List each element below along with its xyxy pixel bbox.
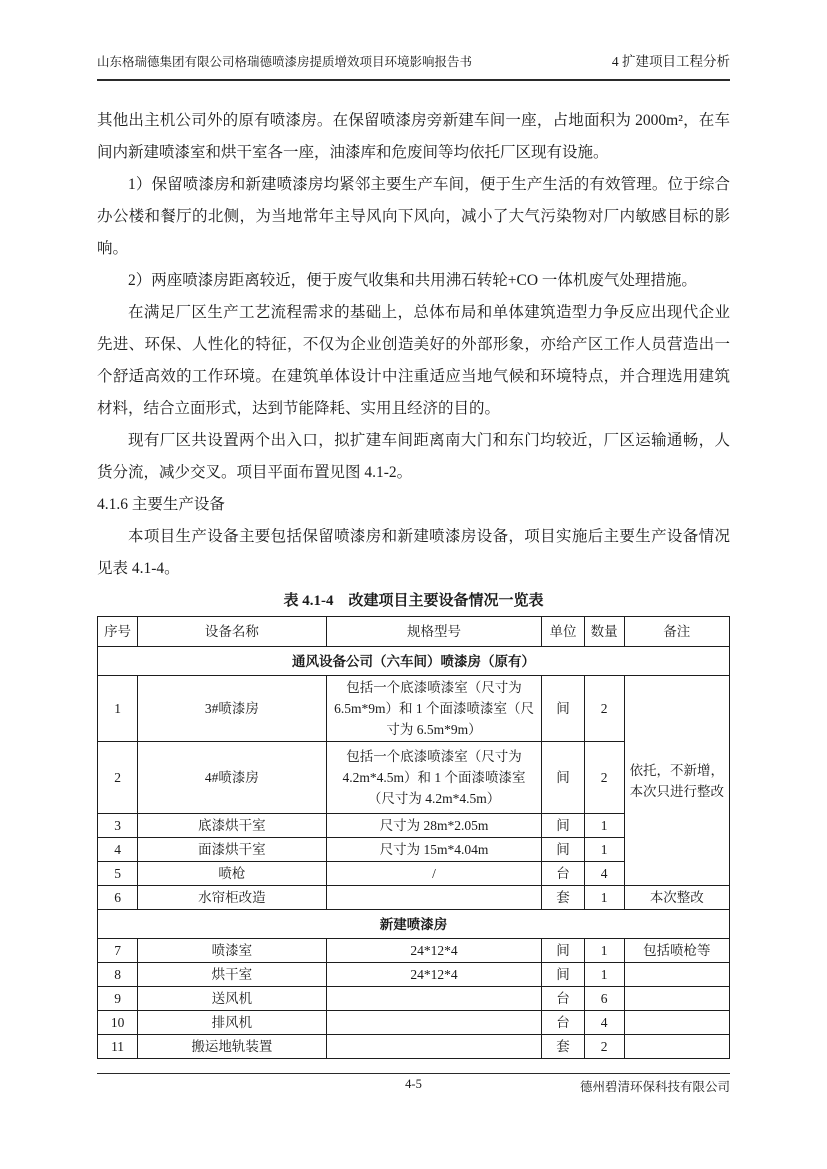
cell-spec: [326, 1035, 542, 1059]
cell-remark: [624, 1035, 729, 1059]
paragraph: 本项目生产设备主要包括保留喷漆房和新建喷漆房设备，项目实施后主要生产设备情况见表 4.1-4。: [97, 528, 730, 577]
col-header-unit: 单位: [542, 617, 584, 647]
col-header-equipment-name: 设备名称: [138, 617, 327, 647]
cell-quantity: 6: [584, 987, 624, 1011]
cell-spec: 包括一个底漆喷漆室（尺寸为 6.5m*9m）和 1 个面漆喷漆室（尺寸为 6.5m*9m）: [326, 676, 542, 742]
cell-index: 3: [98, 814, 138, 838]
cell-unit: 间: [542, 963, 584, 987]
cell-quantity: 1: [584, 963, 624, 987]
cell-equipment-name: 面漆烘干室: [138, 838, 327, 862]
table-row: [98, 1035, 730, 1059]
cell-spec: /: [326, 862, 542, 886]
header-chapter-title: 4 扩建项目工程分析: [611, 54, 730, 69]
cell-index: 9: [98, 987, 138, 1011]
table-row: [98, 886, 730, 910]
cell-remark: [624, 987, 729, 1011]
cell-equipment-name: 水帘柜改造: [138, 886, 327, 910]
cell-index: 4: [98, 838, 138, 862]
paragraph: 其他出主机公司外的原有喷漆房。在保留喷漆房旁新建车间一座，占地面积为 2000m²，在车间内新建喷漆室和烘干室各一座，油漆库和危废间等均依托厂区现有设施。: [97, 112, 730, 161]
cell-index: 2: [98, 742, 138, 814]
cell-unit: 间: [542, 814, 584, 838]
cell-index: 1: [98, 676, 138, 742]
cell-equipment-name: 搬运地轨装置: [138, 1035, 327, 1059]
cell-equipment-name: 喷漆室: [138, 939, 327, 963]
cell-unit: 套: [542, 886, 584, 910]
cell-index: 10: [98, 1011, 138, 1035]
cell-unit: 间: [542, 742, 584, 814]
cell-quantity: 2: [584, 742, 624, 814]
body-text: [97, 105, 730, 585]
cell-spec: 24*12*4: [326, 939, 542, 963]
cell-quantity: 1: [584, 814, 624, 838]
table-section-row: [98, 647, 730, 676]
cell-unit: 间: [542, 676, 584, 742]
cell-remark: 包括喷枪等: [624, 939, 729, 963]
cell-equipment-name: 底漆烘干室: [138, 814, 327, 838]
section-label: 通风设备公司（六车间）喷漆房（原有）: [98, 647, 730, 676]
cell-unit: 台: [542, 862, 584, 886]
cell-spec: 尺寸为 15m*4.04m: [326, 838, 542, 862]
paragraph: 2）两座喷漆房距离较近，便于废气收集和共用沸石转轮+CO 一体机废气处理措施。: [128, 272, 697, 289]
cell-quantity: 4: [584, 862, 624, 886]
cell-quantity: 1: [584, 939, 624, 963]
table-title: 表 4.1-4 改建项目主要设备情况一览表: [283, 593, 544, 609]
paragraph: 现有厂区共设置两个出入口，拟扩建车间距离南大门和东门均较近，厂区运输通畅，人货分流，减少交叉。项目平面布置见图 4.1-2。: [97, 432, 730, 481]
paragraph: 1）保留喷漆房和新建喷漆房均紧邻主要生产车间，便于生产生活的有效管理。位于综合办公楼和餐厅的北侧，为当地常年主导风向下风向，减小了大气污染物对厂内敏感目标的影响。: [97, 176, 730, 257]
cell-quantity: 2: [584, 676, 624, 742]
table-row: [98, 939, 730, 963]
table-row: [98, 987, 730, 1011]
cell-equipment-name: 烘干室: [138, 963, 327, 987]
section-heading: 4.1.6 主要生产设备: [97, 496, 225, 513]
cell-quantity: 4: [584, 1011, 624, 1035]
cell-equipment-name: 送风机: [138, 987, 327, 1011]
cell-unit: 间: [542, 838, 584, 862]
cell-unit: 台: [542, 987, 584, 1011]
cell-index: 5: [98, 862, 138, 886]
cell-unit: 间: [542, 939, 584, 963]
table-row: [98, 963, 730, 987]
cell-spec: [326, 987, 542, 1011]
header-doc-title: 山东格瑞德集团有限公司格瑞德喷漆房提质增效项目环境影响报告书: [97, 55, 473, 69]
cell-spec: [326, 1011, 542, 1035]
table-header-row: [98, 617, 730, 647]
table-row: [98, 1011, 730, 1035]
cell-quantity: 2: [584, 1035, 624, 1059]
cell-remark: [624, 1011, 729, 1035]
page-footer: [97, 1073, 730, 1092]
col-header-index: 序号: [98, 617, 138, 647]
cell-equipment-name: 喷枪: [138, 862, 327, 886]
cell-remark-merged: 依托，不新增，本次只进行整改: [624, 676, 729, 886]
footer-company-name: 德州碧清环保科技有限公司: [579, 1080, 730, 1094]
table-row: [98, 676, 730, 742]
col-header-spec-model: 规格型号: [326, 617, 542, 647]
cell-quantity: 1: [584, 838, 624, 862]
cell-quantity: 1: [584, 886, 624, 910]
equipment-table: [97, 616, 730, 1059]
col-header-remark: 备注: [624, 617, 729, 647]
cell-spec: 包括一个底漆喷漆室（尺寸为 4.2m*4.5m）和 1 个面漆喷漆室（尺寸为 4.2m*4.5m）: [326, 742, 542, 814]
cell-equipment-name: 排风机: [138, 1011, 327, 1035]
cell-index: 8: [98, 963, 138, 987]
cell-spec: 尺寸为 28m*2.05m: [326, 814, 542, 838]
cell-remark: 本次整改: [624, 886, 729, 910]
cell-index: 11: [98, 1035, 138, 1059]
cell-spec: [326, 886, 542, 910]
col-header-quantity: 数量: [584, 617, 624, 647]
cell-equipment-name: 4#喷漆房: [138, 742, 327, 814]
cell-unit: 台: [542, 1011, 584, 1035]
page-number: 4-5: [405, 1077, 422, 1091]
paragraph: 在满足厂区生产工艺流程需求的基础上，总体布局和单体建筑造型力争反应出现代企业先进、环保、人性化的特征，不仅为企业创造美好的外部形象，亦给产区工作人员营造出一个舒适高效的工作环境。在建筑单体设计中注重适应当地气候和环境特点，并合理选用建筑材料，结合立面形式，达到节能降耗、实用且经济的目的。: [97, 304, 730, 417]
cell-remark: [624, 963, 729, 987]
cell-equipment-name: 3#喷漆房: [138, 676, 327, 742]
section-label: 新建喷漆房: [98, 910, 730, 939]
cell-spec: 24*12*4: [326, 963, 542, 987]
cell-index: 6: [98, 886, 138, 910]
cell-index: 7: [98, 939, 138, 963]
table-section-row: [98, 910, 730, 939]
running-header: [97, 50, 730, 81]
cell-unit: 套: [542, 1035, 584, 1059]
